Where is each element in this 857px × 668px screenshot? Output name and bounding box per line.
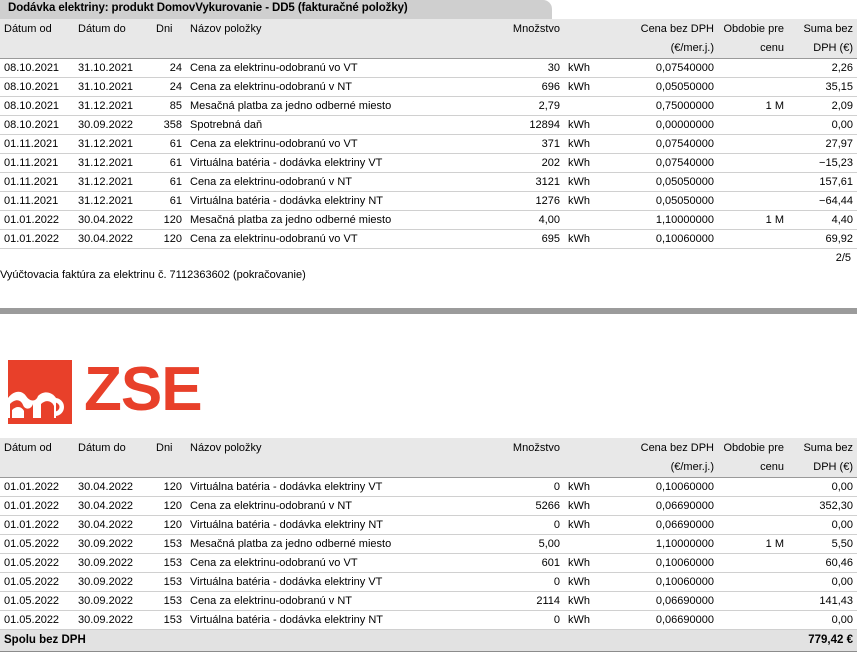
cell-date-from: 01.11.2021	[0, 173, 74, 192]
page-footer-1	[0, 249, 857, 297]
cell-sum: 35,15	[788, 78, 857, 97]
cell-sum: 27,97	[788, 135, 857, 154]
cell-quantity: 371	[482, 135, 564, 154]
separator-gap-bottom	[0, 314, 857, 338]
cell-quantity: 3121	[482, 173, 564, 192]
invoice-page-1	[0, 0, 857, 297]
cell-period	[718, 516, 788, 535]
table-row	[0, 78, 857, 97]
cell-unit: kWh	[564, 154, 608, 173]
cell-date-to: 31.12.2021	[74, 97, 152, 116]
cell-date-from: 01.01.2022	[0, 230, 74, 249]
cell-date-from: 08.10.2021	[0, 78, 74, 97]
cell-date-to: 30.09.2022	[74, 554, 152, 573]
cell-days: 61	[152, 173, 186, 192]
col-header-spacer-5	[482, 39, 564, 59]
cell-date-to: 30.09.2022	[74, 535, 152, 554]
cell-item-name: Cena za elektrinu-odobranú vo VT	[186, 554, 482, 573]
cell-unit	[564, 97, 608, 116]
cell-days: 61	[152, 154, 186, 173]
table-row	[0, 173, 857, 192]
cell-date-from: 08.10.2021	[0, 59, 74, 78]
table-total-row	[0, 630, 857, 652]
cell-item-name: Mesačná platba za jedno odberné miesto	[186, 535, 482, 554]
table-row	[0, 154, 857, 173]
col-header-sum-unit: DPH (€)	[788, 458, 857, 478]
table-row	[0, 135, 857, 154]
col-header-spacer-1	[0, 39, 74, 59]
cell-date-to: 30.04.2022	[74, 478, 152, 497]
cell-sum: 0,00	[788, 478, 857, 497]
cell-period	[718, 78, 788, 97]
cell-price: 0,07540000	[608, 135, 718, 154]
col-header-spacer-2	[74, 458, 152, 478]
zse-logo	[8, 355, 202, 426]
table-header-2	[0, 438, 857, 478]
cell-date-from: 01.05.2022	[0, 535, 74, 554]
header-row-line1	[0, 438, 857, 458]
cell-quantity: 696	[482, 78, 564, 97]
cell-days: 61	[152, 192, 186, 211]
cell-sum: 4,40	[788, 211, 857, 230]
cell-sum: 69,92	[788, 230, 857, 249]
cell-period	[718, 497, 788, 516]
table-body-2	[0, 478, 857, 630]
zse-logo-mark-icon	[8, 360, 74, 426]
cell-unit: kWh	[564, 135, 608, 154]
cell-sum: 2,26	[788, 59, 857, 78]
cell-price: 0,07540000	[608, 59, 718, 78]
cell-price: 0,06690000	[608, 611, 718, 630]
cell-sum: 2,09	[788, 97, 857, 116]
invoice-items-table-1	[0, 19, 857, 249]
section-title: Dodávka elektriny: produkt DomovVykurovanie - DD5 (fakturačné položky)	[8, 2, 408, 14]
cell-unit: kWh	[564, 116, 608, 135]
cell-item-name: Virtuálna batéria - dodávka elektriny VT	[186, 573, 482, 592]
cell-period	[718, 592, 788, 611]
col-header-spacer-4	[186, 458, 482, 478]
table-row	[0, 192, 857, 211]
cell-period: 1 M	[718, 211, 788, 230]
col-header-sum-unit: DPH (€)	[788, 39, 857, 59]
table-row	[0, 97, 857, 116]
cell-period	[718, 478, 788, 497]
cell-quantity: 0	[482, 611, 564, 630]
cell-days: 120	[152, 478, 186, 497]
cell-date-to: 30.09.2022	[74, 592, 152, 611]
cell-date-to: 31.12.2021	[74, 173, 152, 192]
col-header-item-name: Názov položky	[186, 19, 482, 39]
header-row-line2	[0, 458, 857, 478]
table-header-1	[0, 19, 857, 59]
cell-price: 0,05050000	[608, 192, 718, 211]
cell-quantity: 5266	[482, 497, 564, 516]
brand-header	[0, 338, 857, 438]
cell-unit: kWh	[564, 78, 608, 97]
zse-wordmark: ZSE	[84, 355, 202, 424]
cell-date-from: 01.05.2022	[0, 592, 74, 611]
table-row	[0, 478, 857, 497]
cell-date-from: 01.01.2022	[0, 497, 74, 516]
cell-item-name: Mesačná platba za jedno odberné miesto	[186, 211, 482, 230]
cell-price: 0,10060000	[608, 573, 718, 592]
cell-days: 120	[152, 497, 186, 516]
cell-unit: kWh	[564, 573, 608, 592]
col-header-item-name: Názov položky	[186, 438, 482, 458]
cell-date-from: 01.05.2022	[0, 554, 74, 573]
cell-days: 24	[152, 59, 186, 78]
invoice-items-table-2	[0, 438, 857, 652]
col-header-date-to: Dátum do	[74, 19, 152, 39]
col-header-spacer-3	[152, 458, 186, 478]
cell-days: 153	[152, 611, 186, 630]
cell-item-name: Virtuálna batéria - dodávka elektriny VT	[186, 478, 482, 497]
header-row-line1	[0, 19, 857, 39]
col-header-unit	[564, 438, 608, 458]
cell-sum: 0,00	[788, 573, 857, 592]
col-header-days: Dni	[152, 438, 186, 458]
cell-date-from: 01.01.2022	[0, 478, 74, 497]
cell-period	[718, 230, 788, 249]
col-header-days: Dni	[152, 19, 186, 39]
cell-unit: kWh	[564, 478, 608, 497]
cell-item-name: Cena za elektrinu-odobranú v NT	[186, 78, 482, 97]
cell-date-to: 30.09.2022	[74, 116, 152, 135]
cell-date-from: 01.01.2022	[0, 516, 74, 535]
cell-date-to: 31.12.2021	[74, 192, 152, 211]
cell-days: 61	[152, 135, 186, 154]
col-header-price: Cena bez DPH	[608, 19, 718, 39]
section-title-band	[0, 0, 552, 19]
cell-sum: −15,23	[788, 154, 857, 173]
cell-sum: 141,43	[788, 592, 857, 611]
cell-quantity: 2,79	[482, 97, 564, 116]
col-header-sum: Suma bez	[788, 438, 857, 458]
cell-days: 120	[152, 516, 186, 535]
cell-days: 120	[152, 211, 186, 230]
col-header-spacer-6	[564, 39, 608, 59]
cell-price: 0,00000000	[608, 116, 718, 135]
cell-item-name: Cena za elektrinu-odobranú v NT	[186, 592, 482, 611]
cell-unit: kWh	[564, 192, 608, 211]
table-row	[0, 497, 857, 516]
col-header-period-cont: cenu	[718, 458, 788, 478]
total-value: 779,42 €	[718, 630, 857, 652]
cell-date-from: 08.10.2021	[0, 97, 74, 116]
cell-period	[718, 554, 788, 573]
cell-date-to: 31.12.2021	[74, 135, 152, 154]
cell-sum: 0,00	[788, 116, 857, 135]
cell-quantity: 30	[482, 59, 564, 78]
cell-item-name: Virtuálna batéria - dodávka elektriny NT	[186, 192, 482, 211]
cell-days: 153	[152, 535, 186, 554]
cell-unit: kWh	[564, 230, 608, 249]
cell-price: 0,10060000	[608, 478, 718, 497]
col-header-date-to: Dátum do	[74, 438, 152, 458]
cell-days: 120	[152, 230, 186, 249]
cell-sum: −64,44	[788, 192, 857, 211]
cell-unit: kWh	[564, 173, 608, 192]
col-header-quantity: Množstvo	[482, 438, 564, 458]
table-row	[0, 611, 857, 630]
col-header-price-unit: (€/mer.j.)	[608, 458, 718, 478]
col-header-spacer-6	[564, 458, 608, 478]
cell-date-to: 31.10.2021	[74, 59, 152, 78]
col-header-spacer-4	[186, 39, 482, 59]
cell-price: 1,10000000	[608, 535, 718, 554]
cell-unit: kWh	[564, 554, 608, 573]
cell-quantity: 4,00	[482, 211, 564, 230]
cell-price: 0,10060000	[608, 230, 718, 249]
cell-date-from: 01.11.2021	[0, 192, 74, 211]
cell-period	[718, 611, 788, 630]
cell-date-to: 30.09.2022	[74, 611, 152, 630]
cell-days: 24	[152, 78, 186, 97]
cell-unit	[564, 211, 608, 230]
cell-date-to: 30.04.2022	[74, 516, 152, 535]
table-row	[0, 59, 857, 78]
cell-sum: 157,61	[788, 173, 857, 192]
cell-price: 0,06690000	[608, 592, 718, 611]
col-header-quantity: Množstvo	[482, 19, 564, 39]
cell-price: 0,75000000	[608, 97, 718, 116]
total-label: Spolu bez DPH	[0, 630, 718, 652]
total-row	[0, 630, 857, 652]
cell-days: 358	[152, 116, 186, 135]
cell-price: 0,05050000	[608, 78, 718, 97]
cell-days: 153	[152, 592, 186, 611]
cell-quantity: 0	[482, 516, 564, 535]
cell-date-to: 30.04.2022	[74, 230, 152, 249]
header-row-line2	[0, 39, 857, 59]
table-row	[0, 230, 857, 249]
cell-days: 85	[152, 97, 186, 116]
table-row	[0, 211, 857, 230]
cell-days: 153	[152, 554, 186, 573]
cell-date-to: 30.09.2022	[74, 573, 152, 592]
cell-item-name: Cena za elektrinu-odobranú vo VT	[186, 135, 482, 154]
cell-unit: kWh	[564, 497, 608, 516]
cell-days: 153	[152, 573, 186, 592]
col-header-price: Cena bez DPH	[608, 438, 718, 458]
cell-price: 0,06690000	[608, 497, 718, 516]
cell-sum: 0,00	[788, 611, 857, 630]
cell-period	[718, 59, 788, 78]
cell-date-from: 01.11.2021	[0, 154, 74, 173]
cell-date-from: 01.05.2022	[0, 573, 74, 592]
cell-item-name: Virtuálna batéria - dodávka elektriny NT	[186, 516, 482, 535]
cell-item-name: Cena za elektrinu-odobranú v NT	[186, 173, 482, 192]
col-header-date-from: Dátum od	[0, 438, 74, 458]
cell-item-name: Cena za elektrinu-odobranú vo VT	[186, 230, 482, 249]
cell-date-from: 01.11.2021	[0, 135, 74, 154]
separator-gap-top	[0, 297, 857, 308]
invoice-page-2	[0, 338, 857, 652]
cell-price: 0,05050000	[608, 173, 718, 192]
col-header-price-unit: (€/mer.j.)	[608, 39, 718, 59]
table-row	[0, 116, 857, 135]
cell-period: 1 M	[718, 97, 788, 116]
cell-price: 1,10000000	[608, 211, 718, 230]
cell-unit: kWh	[564, 59, 608, 78]
table-body-1	[0, 59, 857, 249]
cell-price: 0,06690000	[608, 516, 718, 535]
col-header-period: Obdobie pre	[718, 438, 788, 458]
cell-quantity: 202	[482, 154, 564, 173]
col-header-spacer-1	[0, 458, 74, 478]
col-header-unit	[564, 19, 608, 39]
cell-period	[718, 116, 788, 135]
cell-quantity: 12894	[482, 116, 564, 135]
col-header-period-cont: cenu	[718, 39, 788, 59]
table-row	[0, 573, 857, 592]
cell-date-from: 01.05.2022	[0, 611, 74, 630]
cell-date-to: 31.10.2021	[74, 78, 152, 97]
table-row	[0, 516, 857, 535]
cell-date-to: 30.04.2022	[74, 211, 152, 230]
cell-item-name: Cena za elektrinu-odobranú vo VT	[186, 59, 482, 78]
cell-period: 1 M	[718, 535, 788, 554]
cell-unit: kWh	[564, 611, 608, 630]
cell-quantity: 1276	[482, 192, 564, 211]
col-header-spacer-3	[152, 39, 186, 59]
cell-quantity: 0	[482, 478, 564, 497]
cell-period	[718, 192, 788, 211]
footer-note: Vyúčtovacia faktúra za elektrinu č. 7112363602 (pokračovanie)	[0, 269, 306, 281]
cell-period	[718, 135, 788, 154]
cell-date-to: 30.04.2022	[74, 497, 152, 516]
table-row	[0, 592, 857, 611]
cell-unit: kWh	[564, 516, 608, 535]
col-header-spacer-2	[74, 39, 152, 59]
col-header-sum: Suma bez	[788, 19, 857, 39]
cell-sum: 0,00	[788, 516, 857, 535]
cell-sum: 60,46	[788, 554, 857, 573]
cell-date-to: 31.12.2021	[74, 154, 152, 173]
cell-period	[718, 154, 788, 173]
cell-quantity: 0	[482, 573, 564, 592]
page-number: 2/5	[835, 252, 851, 264]
cell-item-name: Cena za elektrinu-odobranú v NT	[186, 497, 482, 516]
cell-period	[718, 573, 788, 592]
col-header-period: Obdobie pre	[718, 19, 788, 39]
cell-item-name: Spotrebná daň	[186, 116, 482, 135]
cell-unit: kWh	[564, 592, 608, 611]
cell-quantity: 601	[482, 554, 564, 573]
cell-period	[718, 173, 788, 192]
cell-quantity: 5,00	[482, 535, 564, 554]
cell-item-name: Mesačná platba za jedno odberné miesto	[186, 97, 482, 116]
cell-quantity: 2114	[482, 592, 564, 611]
cell-item-name: Virtuálna batéria - dodávka elektriny NT	[186, 611, 482, 630]
cell-price: 0,07540000	[608, 154, 718, 173]
cell-item-name: Virtuálna batéria - dodávka elektriny VT	[186, 154, 482, 173]
cell-sum: 5,50	[788, 535, 857, 554]
col-header-date-from: Dátum od	[0, 19, 74, 39]
cell-sum: 352,30	[788, 497, 857, 516]
cell-unit	[564, 535, 608, 554]
cell-date-from: 01.01.2022	[0, 211, 74, 230]
cell-price: 0,10060000	[608, 554, 718, 573]
cell-quantity: 695	[482, 230, 564, 249]
cell-date-from: 08.10.2021	[0, 116, 74, 135]
table-row	[0, 535, 857, 554]
col-header-spacer-5	[482, 458, 564, 478]
table-row	[0, 554, 857, 573]
